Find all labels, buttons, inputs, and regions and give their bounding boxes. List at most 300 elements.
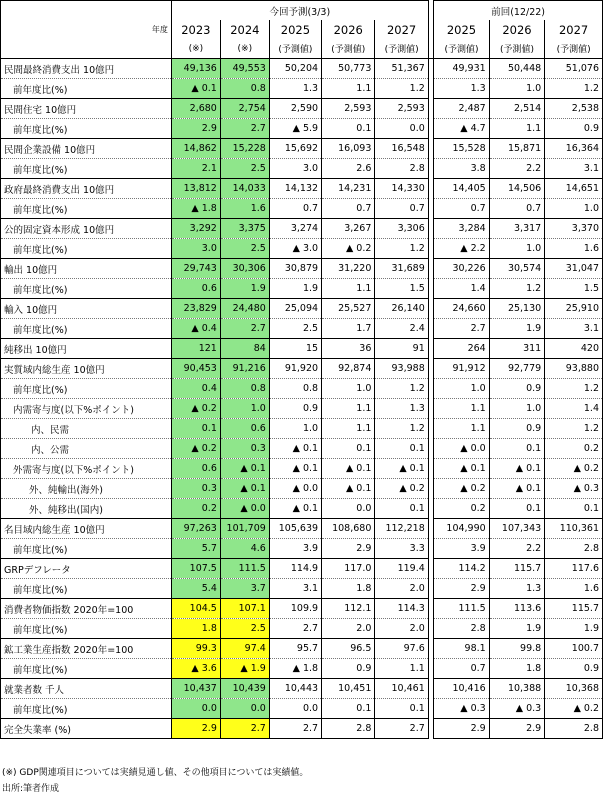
value-cell: 3,292 [171, 219, 220, 239]
table-row [1, 159, 603, 179]
table-row [1, 459, 603, 479]
value-cell: 1.1 [322, 79, 375, 99]
value-cell: 50,204 [269, 59, 321, 79]
value-cell: 0.7 [322, 199, 375, 219]
value-cell: 3,267 [322, 219, 375, 239]
value-cell: 23,829 [171, 299, 220, 319]
table-row [1, 399, 603, 419]
value-cell: 30,226 [434, 259, 490, 279]
value-cell: 99.3 [171, 639, 220, 659]
row-label: 民間住宅 10億円 [1, 99, 172, 119]
value-cell: 1.0 [489, 79, 545, 99]
value-cell: 2.5 [220, 239, 269, 259]
table-row [1, 239, 603, 259]
value-cell: 420 [545, 339, 603, 359]
value-cell: 0.6 [171, 279, 220, 299]
value-cell: 16,548 [375, 139, 428, 159]
value-cell: 24,660 [434, 299, 490, 319]
year-header: 2023 [171, 20, 220, 39]
value-cell: 0.2 [545, 439, 603, 459]
value-cell: 0.7 [269, 199, 321, 219]
value-cell: 2.7 [269, 719, 321, 739]
value-cell: 1.1 [434, 419, 490, 439]
value-cell: ▲ 0.1 [434, 459, 490, 479]
value-cell: 14,506 [489, 179, 545, 199]
year-header: 2025 [269, 20, 321, 39]
value-cell: 1.1 [322, 399, 375, 419]
value-cell: 1.1 [434, 399, 490, 419]
value-cell: 0.7 [489, 199, 545, 219]
table-row [1, 179, 603, 199]
row-label: 民間最終消費支出 10億円 [1, 59, 172, 79]
table-row [1, 279, 603, 299]
value-cell: 2.5 [220, 159, 269, 179]
value-cell: 1.9 [269, 279, 321, 299]
value-cell: 109.9 [269, 599, 321, 619]
value-cell: 1.4 [545, 399, 603, 419]
value-cell: 1.9 [545, 619, 603, 639]
table-row [1, 519, 603, 539]
value-cell: 0.1 [375, 699, 428, 719]
row-label: 前年度比(%) [1, 379, 172, 399]
value-cell: ▲ 1.8 [171, 199, 220, 219]
row-label: 前年度比(%) [1, 279, 172, 299]
value-cell: 1.2 [375, 379, 428, 399]
value-cell: 0.8 [220, 79, 269, 99]
value-cell: ▲ 0.0 [434, 439, 490, 459]
row-label: 実質域内総生産 10億円 [1, 359, 172, 379]
value-cell: 49,136 [171, 59, 220, 79]
value-cell: 1.0 [220, 399, 269, 419]
value-cell: 3.9 [269, 539, 321, 559]
value-cell: 3.0 [171, 239, 220, 259]
value-cell: 5.4 [171, 579, 220, 599]
value-cell: 3,370 [545, 219, 603, 239]
value-cell: 2,590 [269, 99, 321, 119]
value-cell: 2.9 [322, 539, 375, 559]
row-label: 内、公需 [1, 439, 172, 459]
value-cell: 111.5 [434, 599, 490, 619]
value-cell: 16,364 [545, 139, 603, 159]
value-cell: 1.8 [322, 579, 375, 599]
value-cell: ▲ 0.1 [220, 479, 269, 499]
value-cell: 1.2 [545, 79, 603, 99]
value-cell: 101,709 [220, 519, 269, 539]
value-cell: ▲ 0.2 [375, 479, 428, 499]
previous-forecast-title: 前回(12/22) [434, 1, 603, 21]
value-cell: 311 [489, 339, 545, 359]
table-body [1, 59, 603, 739]
value-cell: 25,130 [489, 299, 545, 319]
table-row [1, 439, 603, 459]
value-cell: 99.8 [489, 639, 545, 659]
value-cell: ▲ 0.0 [220, 499, 269, 519]
value-cell: 2.7 [220, 319, 269, 339]
value-cell: ▲ 0.4 [171, 319, 220, 339]
value-cell: 107.5 [171, 559, 220, 579]
value-cell: 14,651 [545, 179, 603, 199]
value-cell: 10,461 [375, 679, 428, 699]
value-cell: 114.9 [269, 559, 321, 579]
row-label: 内需寄与度(以下%ポイント) [1, 399, 172, 419]
value-cell: 2.9 [171, 719, 220, 739]
year-subheader: (予測値) [269, 39, 321, 59]
table-row [1, 79, 603, 99]
table-header [1, 1, 603, 59]
value-cell: 92,779 [489, 359, 545, 379]
value-cell: 1.6 [220, 199, 269, 219]
value-cell: 97.4 [220, 639, 269, 659]
row-label: 名目域内総生産 10億円 [1, 519, 172, 539]
header-corner [1, 1, 172, 21]
table-row [1, 99, 603, 119]
footnote-source: 出所:筆者作成 [2, 784, 60, 794]
table-row [1, 379, 603, 399]
value-cell: 2.8 [375, 159, 428, 179]
value-cell: 1.0 [322, 379, 375, 399]
value-cell: 1.2 [375, 79, 428, 99]
value-cell: 15,228 [220, 139, 269, 159]
value-cell: 2.9 [434, 579, 490, 599]
value-cell: 2,754 [220, 99, 269, 119]
value-cell: 107.1 [220, 599, 269, 619]
value-cell: 0.9 [545, 659, 603, 679]
table-row [1, 139, 603, 159]
row-label: 完全失業率 (%) [1, 719, 172, 739]
value-cell: 114.3 [375, 599, 428, 619]
value-cell: 0.6 [171, 459, 220, 479]
value-cell: 1.1 [322, 419, 375, 439]
value-cell: 2.8 [545, 719, 603, 739]
table-row [1, 619, 603, 639]
value-cell: 1.5 [375, 279, 428, 299]
value-cell: 2,680 [171, 99, 220, 119]
table-row [1, 119, 603, 139]
row-label: 前年度比(%) [1, 199, 172, 219]
value-cell: 49,553 [220, 59, 269, 79]
row-label: 前年度比(%) [1, 619, 172, 639]
value-cell: ▲ 5.9 [269, 119, 321, 139]
value-cell: 1.2 [489, 279, 545, 299]
value-cell: 84 [220, 339, 269, 359]
value-cell: 5.7 [171, 539, 220, 559]
value-cell: 1.8 [489, 659, 545, 679]
value-cell: 0.1 [322, 119, 375, 139]
value-cell: 2,487 [434, 99, 490, 119]
value-cell: ▲ 0.1 [489, 479, 545, 499]
value-cell: 0.7 [375, 199, 428, 219]
value-cell: 1.9 [489, 319, 545, 339]
value-cell: 119.4 [375, 559, 428, 579]
value-cell: 3,284 [434, 219, 490, 239]
value-cell: 0.3 [220, 439, 269, 459]
value-cell: 2.5 [220, 619, 269, 639]
value-cell: 3.1 [269, 579, 321, 599]
value-cell: 93,880 [545, 359, 603, 379]
table-row [1, 199, 603, 219]
value-cell: 0.0 [220, 699, 269, 719]
value-cell: 15,528 [434, 139, 490, 159]
table-row [1, 419, 603, 439]
value-cell: 98.1 [434, 639, 490, 659]
value-cell: 2.9 [489, 719, 545, 739]
value-cell: 1.2 [545, 379, 603, 399]
value-cell: ▲ 3.6 [171, 659, 220, 679]
value-cell: 14,330 [375, 179, 428, 199]
table-row [1, 479, 603, 499]
value-cell: 91 [375, 339, 428, 359]
value-cell: 30,879 [269, 259, 321, 279]
value-cell: ▲ 0.2 [171, 399, 220, 419]
year-subheader: (予測値) [545, 39, 603, 59]
year-subheader: (※) [220, 39, 269, 59]
year-header: 2026 [322, 20, 375, 39]
value-cell: 10,388 [489, 679, 545, 699]
value-cell: 14,405 [434, 179, 490, 199]
value-cell: ▲ 3.0 [269, 239, 321, 259]
value-cell: 2.8 [545, 539, 603, 559]
value-cell: 1.2 [545, 419, 603, 439]
value-cell: 13,812 [171, 179, 220, 199]
value-cell: 105,639 [269, 519, 321, 539]
value-cell: 10,437 [171, 679, 220, 699]
value-cell: 0.1 [545, 499, 603, 519]
value-cell: 92,874 [322, 359, 375, 379]
value-cell: 97,263 [171, 519, 220, 539]
value-cell: 3.7 [220, 579, 269, 599]
value-cell: 2.4 [375, 319, 428, 339]
value-cell: 114.2 [434, 559, 490, 579]
value-cell: 30,306 [220, 259, 269, 279]
value-cell: 3.9 [434, 539, 490, 559]
value-cell: 3.0 [269, 159, 321, 179]
value-cell: 90,453 [171, 359, 220, 379]
value-cell: 49,931 [434, 59, 490, 79]
value-cell: 0.6 [220, 419, 269, 439]
table-row [1, 339, 603, 359]
value-cell: 111.5 [220, 559, 269, 579]
value-cell: 2.2 [489, 539, 545, 559]
value-cell: ▲ 4.7 [434, 119, 490, 139]
year-header: 2026 [489, 20, 545, 39]
value-cell: 121 [171, 339, 220, 359]
value-cell: 0.1 [375, 439, 428, 459]
value-cell: 1.1 [489, 119, 545, 139]
table-row [1, 299, 603, 319]
value-cell: 25,527 [322, 299, 375, 319]
value-cell: 104.5 [171, 599, 220, 619]
row-label: 前年度比(%) [1, 79, 172, 99]
value-cell: 3,375 [220, 219, 269, 239]
value-cell: 10,439 [220, 679, 269, 699]
value-cell: 1.6 [545, 239, 603, 259]
value-cell: 1.7 [322, 319, 375, 339]
table-row [1, 539, 603, 559]
value-cell: ▲ 0.1 [489, 459, 545, 479]
value-cell: 3,317 [489, 219, 545, 239]
value-cell: 0.0 [269, 699, 321, 719]
value-cell: 15,871 [489, 139, 545, 159]
value-cell: 31,689 [375, 259, 428, 279]
value-cell: 0.7 [434, 199, 490, 219]
value-cell: 2.7 [220, 719, 269, 739]
value-cell: 100.7 [545, 639, 603, 659]
year-subheader: (予測値) [322, 39, 375, 59]
value-cell: ▲ 0.2 [545, 459, 603, 479]
table-row [1, 599, 603, 619]
value-cell: 31,047 [545, 259, 603, 279]
value-cell: 0.9 [545, 119, 603, 139]
value-cell: 0.1 [489, 499, 545, 519]
value-cell: 1.3 [375, 399, 428, 419]
value-cell: 0.0 [171, 699, 220, 719]
value-cell: 0.1 [322, 439, 375, 459]
table-row [1, 659, 603, 679]
value-cell: 0.1 [171, 419, 220, 439]
value-cell: 1.0 [489, 399, 545, 419]
value-cell: 31,220 [322, 259, 375, 279]
table-row [1, 319, 603, 339]
row-label: 外、純輸出(海外) [1, 479, 172, 499]
table-row [1, 359, 603, 379]
value-cell: ▲ 0.2 [545, 699, 603, 719]
value-cell: 3.1 [545, 319, 603, 339]
value-cell: 30,574 [489, 259, 545, 279]
value-cell: ▲ 0.2 [171, 439, 220, 459]
value-cell: 2,593 [322, 99, 375, 119]
value-cell: 113.6 [489, 599, 545, 619]
value-cell: 91,920 [269, 359, 321, 379]
row-label: 前年度比(%) [1, 239, 172, 259]
value-cell: 2.1 [171, 159, 220, 179]
value-cell: 0.9 [269, 399, 321, 419]
value-cell: 2.2 [489, 159, 545, 179]
row-label: 政府最終消費支出 10億円 [1, 179, 172, 199]
table-row [1, 639, 603, 659]
value-cell: 3.1 [545, 159, 603, 179]
value-cell: 0.1 [322, 699, 375, 719]
value-cell: 25,910 [545, 299, 603, 319]
value-cell: 107,343 [489, 519, 545, 539]
value-cell: 10,416 [434, 679, 490, 699]
value-cell: 36 [322, 339, 375, 359]
value-cell: 51,076 [545, 59, 603, 79]
row-label: 輸入 10億円 [1, 299, 172, 319]
value-cell: 91,216 [220, 359, 269, 379]
value-cell: 117.6 [545, 559, 603, 579]
value-cell: 0.8 [220, 379, 269, 399]
row-label: 鉱工業生産指数 2020年=100 [1, 639, 172, 659]
value-cell: 3,306 [375, 219, 428, 239]
value-cell: 29,743 [171, 259, 220, 279]
value-cell: 2.7 [434, 319, 490, 339]
value-cell: 0.9 [489, 379, 545, 399]
value-cell: ▲ 0.1 [269, 459, 321, 479]
value-cell: ▲ 0.1 [171, 79, 220, 99]
value-cell: 93,988 [375, 359, 428, 379]
value-cell: ▲ 0.3 [434, 699, 490, 719]
table-row [1, 679, 603, 699]
value-cell: 117.0 [322, 559, 375, 579]
value-cell: 2.0 [322, 619, 375, 639]
row-label: 外、純移出(国内) [1, 499, 172, 519]
value-cell: 91,912 [434, 359, 490, 379]
table-row [1, 59, 603, 79]
value-cell: 1.9 [220, 279, 269, 299]
sub-corner [1, 39, 172, 59]
value-cell: 112.1 [322, 599, 375, 619]
row-label: 前年度比(%) [1, 159, 172, 179]
value-cell: 2.9 [434, 719, 490, 739]
value-cell: 1.4 [434, 279, 490, 299]
value-cell: 10,443 [269, 679, 321, 699]
value-cell: 15,692 [269, 139, 321, 159]
row-label: 純移出 10億円 [1, 339, 172, 359]
value-cell: 0.0 [375, 119, 428, 139]
value-cell: 112,218 [375, 519, 428, 539]
value-cell: 108,680 [322, 519, 375, 539]
value-cell: 24,480 [220, 299, 269, 319]
table-row [1, 699, 603, 719]
value-cell: 10,368 [545, 679, 603, 699]
value-cell: 14,033 [220, 179, 269, 199]
value-cell: ▲ 0.1 [322, 479, 375, 499]
value-cell: 95.7 [269, 639, 321, 659]
row-label: 消費者物価指数 2020年=100 [1, 599, 172, 619]
row-label: 公的固定資本形成 10億円 [1, 219, 172, 239]
value-cell: 2,538 [545, 99, 603, 119]
value-cell: 0.9 [322, 659, 375, 679]
value-cell: 1.3 [269, 79, 321, 99]
value-cell: 14,132 [269, 179, 321, 199]
table-row [1, 259, 603, 279]
current-forecast-title: 今回予測(3/3) [171, 1, 428, 21]
row-label: 前年度比(%) [1, 539, 172, 559]
value-cell: 2,514 [489, 99, 545, 119]
row-label: 民間企業設備 10億円 [1, 139, 172, 159]
table-row [1, 219, 603, 239]
value-cell: 0.9 [489, 419, 545, 439]
table-row [1, 579, 603, 599]
value-cell: 264 [434, 339, 490, 359]
value-cell: 3.8 [434, 159, 490, 179]
value-cell: 1.8 [171, 619, 220, 639]
year-subheader: (予測値) [434, 39, 490, 59]
year-header: 2027 [375, 20, 428, 39]
value-cell: 0.4 [171, 379, 220, 399]
value-cell: 1.6 [545, 579, 603, 599]
row-label: 就業者数 千人 [1, 679, 172, 699]
value-cell: 50,448 [489, 59, 545, 79]
value-cell: 10,451 [322, 679, 375, 699]
value-cell: 110,361 [545, 519, 603, 539]
year-subheader: (※) [171, 39, 220, 59]
value-cell: 0.1 [489, 439, 545, 459]
value-cell: 2.0 [375, 579, 428, 599]
row-label: 前年度比(%) [1, 699, 172, 719]
row-label: GRPデフレータ [1, 559, 172, 579]
value-cell: 1.5 [545, 279, 603, 299]
row-label: 前年度比(%) [1, 119, 172, 139]
value-cell: 1.0 [489, 239, 545, 259]
value-cell: ▲ 0.1 [220, 459, 269, 479]
year-subheader: (予測値) [375, 39, 428, 59]
value-cell: ▲ 1.8 [269, 659, 321, 679]
value-cell: 14,231 [322, 179, 375, 199]
value-cell: 4.6 [220, 539, 269, 559]
value-cell: 16,093 [322, 139, 375, 159]
value-cell: ▲ 0.2 [434, 479, 490, 499]
